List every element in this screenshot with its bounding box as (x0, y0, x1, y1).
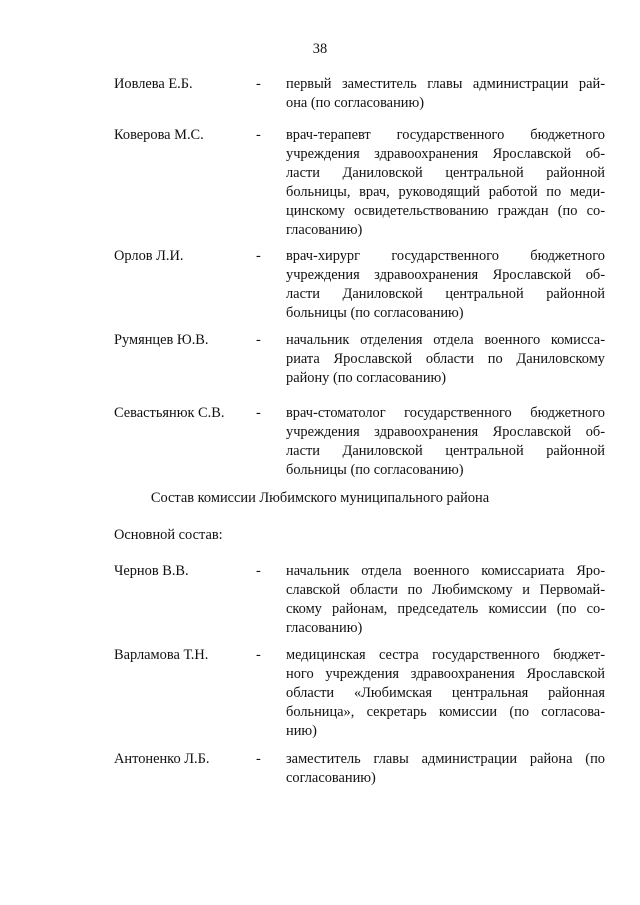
role-line: учреждения здравоохранения Ярославской об- (286, 267, 605, 283)
role-line: больницы (по согласованию) (286, 305, 464, 321)
role-line: району (по согласованию) (286, 370, 447, 386)
member-role (286, 562, 605, 638)
role-line: гласованию) (286, 222, 363, 238)
role-line: учреждения здравоохранения Ярославской об- (286, 146, 605, 162)
role-line: скому районам, председатель комиссии (по со- (286, 601, 605, 617)
role-line: цинскому освидетельствованию граждан (по со- (286, 203, 605, 219)
role-line: больницы, врач, руководящий работой по меди- (286, 184, 605, 200)
role-line: начальник отдела военного комиссариата Яро- (286, 563, 605, 579)
section-title: Состав комиссии Любимского муниципального района (150, 490, 490, 506)
member-name: Румянцев Ю.В. (114, 332, 209, 348)
member-role (286, 247, 605, 323)
role-line: славской области по Любимскому и Первомай- (286, 582, 605, 598)
member-name: Иовлева Е.Б. (114, 76, 193, 92)
dash-separator: - (256, 76, 261, 92)
role-line: учреждения здравоохранения Ярославской об- (286, 424, 605, 440)
member-role (286, 75, 605, 113)
role-line: ного учреждения здравоохранения Ярославской (286, 666, 605, 682)
dash-separator: - (256, 248, 261, 264)
member-name: Чернов В.В. (114, 563, 189, 579)
dash-separator: - (256, 751, 261, 767)
role-line: согласованию) (286, 770, 376, 786)
member-role (286, 331, 605, 388)
role-line: ласти Даниловской центральной районной (286, 286, 605, 302)
dash-separator: - (256, 127, 261, 143)
member-name: Коверова М.С. (114, 127, 204, 143)
dash-separator: - (256, 563, 261, 579)
role-line: первый заместитель главы администрации рай- (286, 76, 605, 92)
role-line: области «Любимская центральная районная (286, 685, 605, 701)
role-line: заместитель главы администрации района (по (286, 751, 605, 767)
dash-separator: - (256, 332, 261, 348)
member-role (286, 750, 605, 788)
role-line: больница», секретарь комиссии (по согласова- (286, 704, 605, 720)
member-role (286, 126, 605, 240)
role-line: врач-стоматолог государственного бюджетного (286, 405, 605, 421)
member-role (286, 404, 605, 480)
role-line: ласти Даниловской центральной районной (286, 443, 605, 459)
role-line: медицинская сестра государственного бюджет- (286, 647, 605, 663)
member-name: Орлов Л.И. (114, 248, 184, 264)
role-line: нию) (286, 723, 317, 739)
role-line: риата Ярославской области по Даниловскому (286, 351, 605, 367)
member-role (286, 646, 605, 741)
dash-separator: - (256, 405, 261, 421)
member-name: Антоненко Л.Б. (114, 751, 210, 767)
role-line: она (по согласованию) (286, 95, 425, 111)
role-line: начальник отделения отдела военного комисса- (286, 332, 605, 348)
role-line: врач-хирург государственного бюджетного (286, 248, 605, 264)
role-line: врач-терапевт государственного бюджетного (286, 127, 605, 143)
subheading: Основной состав: (114, 527, 223, 543)
member-name: Севастьянюк С.В. (114, 405, 225, 421)
page-number: 38 (312, 41, 328, 57)
role-line: ласти Даниловской центральной районной (286, 165, 605, 181)
role-line: больницы (по согласованию) (286, 462, 464, 478)
dash-separator: - (256, 647, 261, 663)
member-name: Варламова Т.Н. (114, 647, 209, 663)
role-line: гласованию) (286, 620, 363, 636)
